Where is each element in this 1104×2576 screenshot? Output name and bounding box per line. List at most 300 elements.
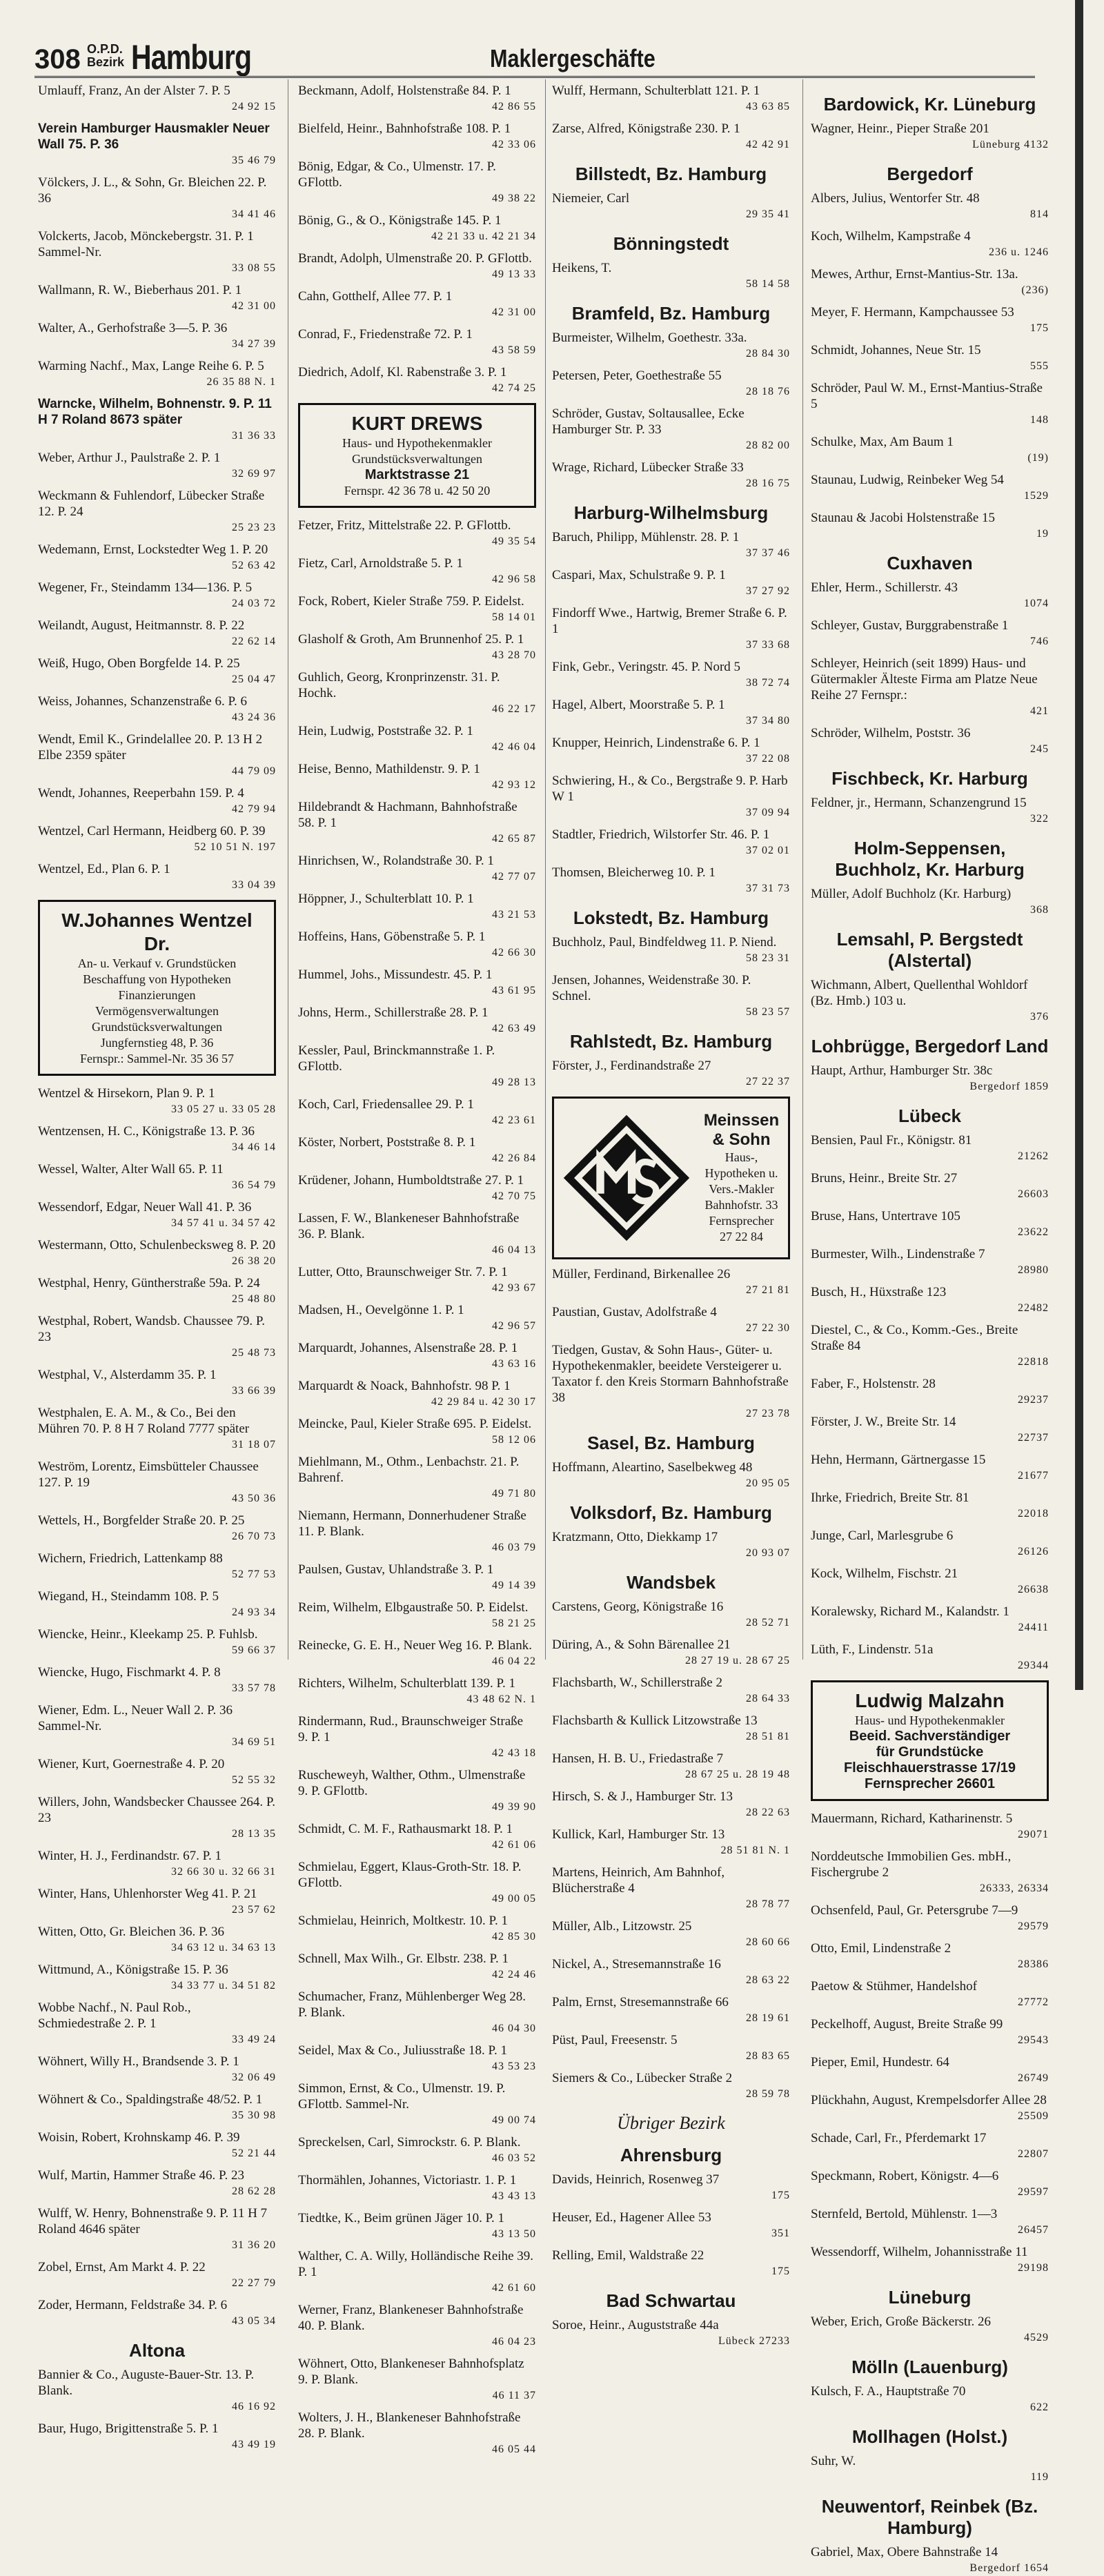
entry-name: Winter, Hans, Uhlenhorster Weg 41. P. 21 bbox=[38, 1887, 257, 1901]
phone-number: 34 41 46 bbox=[232, 208, 276, 220]
phone-number: 20 95 05 bbox=[746, 1477, 790, 1489]
list-item bbox=[298, 288, 536, 320]
entry-name: Hinrichsen, W., Rolandstraße 30. P. 1 bbox=[298, 854, 494, 868]
heading-billstedt: Billstedt, Bz. Hamburg bbox=[575, 164, 767, 184]
entry-name: Schmielau, Heinrich, Moltkestr. 10. P. 1 bbox=[298, 1914, 508, 1928]
list-item bbox=[38, 1459, 276, 1506]
entry-name: Schnell, Max Wilh., Gr. Elbstr. 238. P. 1 bbox=[298, 1951, 509, 1966]
phone-number: 22482 bbox=[1018, 1302, 1049, 1314]
list-item bbox=[298, 2081, 536, 2128]
phone-number: 43 63 16 bbox=[492, 1358, 536, 1370]
list-item bbox=[811, 1528, 1049, 1560]
list-item bbox=[298, 1416, 536, 1448]
heading-wandsbek: Wandsbek bbox=[626, 1572, 716, 1593]
entry-name: Westermann, Otto, Schulenbecksweg 8. P. 20 bbox=[38, 1238, 276, 1252]
ad-lines bbox=[308, 435, 526, 467]
list-item bbox=[38, 2054, 276, 2085]
list-item bbox=[38, 861, 276, 893]
entry-list bbox=[552, 1529, 790, 1561]
list-item bbox=[298, 1600, 536, 1631]
phone-number: 42 42 91 bbox=[746, 139, 790, 150]
entry-name: Marquardt & Noack, Bahnhofstr. 98 P. 1 bbox=[298, 1379, 511, 1393]
list-item bbox=[552, 972, 790, 1020]
entry-name: Heikens, T. bbox=[552, 261, 612, 275]
entry-name: Gabriel, Max, Obere Bahnstraße 14 bbox=[811, 2545, 998, 2559]
phone-number: 322 bbox=[1030, 813, 1049, 825]
entry-name: Hansen, H. B. U., Friedastraße 7 bbox=[552, 1751, 724, 1766]
list-item bbox=[811, 2314, 1049, 2346]
ad-lines bbox=[821, 1713, 1038, 1729]
phone-number: 21262 bbox=[1018, 1150, 1049, 1162]
entry-name: Schmielau, Eggert, Klaus-Groth-Str. 18. P. GFlottb. bbox=[298, 1860, 522, 1890]
phone-number: 49 39 90 bbox=[492, 1801, 536, 1813]
entry-name: Staunau & Jacobi Holstenstraße 15 bbox=[811, 511, 996, 525]
entry-name: Wentzel, Ed., Plan 6. P. 1 bbox=[38, 862, 170, 876]
list-item bbox=[298, 853, 536, 885]
ad-line: Bahnhofstr. 33 bbox=[704, 1198, 778, 1212]
entry-name: Ochsenfeld, Paul, Gr. Petersgrube 7—9 bbox=[811, 1903, 1018, 1918]
entry-name: Bönig, G., & O., Königstraße 145. P. 1 bbox=[298, 213, 502, 228]
list-item bbox=[38, 1702, 276, 1750]
ad-title-1: Meinssen bbox=[703, 1111, 780, 1130]
list-item bbox=[552, 2210, 790, 2241]
phone-number: 28 51 81 N. 1 bbox=[720, 1845, 790, 1856]
list-item bbox=[552, 2032, 790, 2064]
heading-mollhagen: Mollhagen (Holst.) bbox=[851, 2426, 1008, 2447]
ad-lines bbox=[702, 1150, 781, 1245]
phone-number: 42 85 30 bbox=[492, 1931, 536, 1943]
list-item bbox=[298, 2210, 536, 2242]
ad-line: Fernsprecher bbox=[709, 1214, 774, 1228]
heading-sasel: Sasel, Bz. Hamburg bbox=[587, 1433, 755, 1453]
list-item bbox=[298, 2172, 536, 2204]
list-item bbox=[38, 1513, 276, 1544]
phone-number: 119 bbox=[1030, 2471, 1049, 2483]
ad-title: KURT DREWS bbox=[351, 413, 483, 434]
list-item bbox=[552, 121, 790, 153]
phone-number: 59 66 37 bbox=[232, 1644, 276, 1656]
heading-harburg: Harburg-Wilhelmsburg bbox=[573, 502, 769, 523]
phone-number: 21677 bbox=[1018, 1470, 1049, 1482]
entry-name: Schröder, Gustav, Soltausallee, Ecke Hamburger Str. P. 33 bbox=[552, 406, 745, 437]
list-item bbox=[811, 886, 1049, 918]
entry-name: Schulke, Max, Am Baum 1 bbox=[811, 435, 954, 449]
entry-name: Richters, Wilhelm, Schulterblatt 139. P. 1 bbox=[298, 1676, 515, 1691]
entry-list bbox=[811, 121, 1049, 153]
phone-number: 29237 bbox=[1018, 1394, 1049, 1406]
entry-list bbox=[811, 886, 1049, 918]
entry-list bbox=[811, 2383, 1049, 2415]
entry-name: Fink, Gebr., Veringstr. 45. P. Nord 5 bbox=[552, 660, 741, 674]
entry-name: Wulff, Hermann, Schulterblatt 121. P. 1 bbox=[552, 83, 760, 98]
phone-number: 46 04 23 bbox=[492, 2336, 536, 2348]
list-item bbox=[298, 1508, 536, 1555]
entry-name: Koch, Carl, Friedensallee 29. P. 1 bbox=[298, 1097, 474, 1112]
ad-line: Haus-, Hypotheken u. bbox=[704, 1150, 778, 1180]
phone-number: 28 52 71 bbox=[746, 1617, 790, 1629]
phone-number: 43 13 50 bbox=[492, 2228, 536, 2240]
entry-name: Jensen, Johannes, Weidenstraße 30. P. Schnel. bbox=[552, 973, 751, 1003]
phone-number: 24 93 34 bbox=[232, 1606, 276, 1618]
list-item bbox=[552, 2070, 790, 2102]
list-item bbox=[298, 1043, 536, 1090]
entry-name: Förster, J. W., Breite Str. 14 bbox=[811, 1415, 956, 1429]
column-4 bbox=[811, 83, 1049, 2574]
phone-number: 22018 bbox=[1018, 1508, 1049, 1520]
column-1 bbox=[38, 83, 276, 2450]
phone-number: 32 66 30 u. 32 66 31 bbox=[171, 1866, 276, 1878]
ad-line: Fleischhauerstrasse 17/19 bbox=[843, 1760, 1016, 1776]
list-item bbox=[38, 1664, 276, 1696]
list-item bbox=[38, 1962, 276, 1994]
phone-number: 26 70 73 bbox=[232, 1531, 276, 1542]
entry-name: Wiencke, Hugo, Fischmarkt 4. P. 8 bbox=[38, 1665, 221, 1680]
phone-number: 42 66 30 bbox=[492, 947, 536, 958]
list-item bbox=[38, 1589, 276, 1620]
entry-name: Kullick, Karl, Hamburger Str. 13 bbox=[552, 1827, 725, 1842]
list-item bbox=[38, 1161, 276, 1193]
entry-name: Wöhnert & Co., Spaldingstraße 48/52. P. 1 bbox=[38, 2092, 263, 2107]
list-item bbox=[298, 1913, 536, 1945]
entry-name: Förster, J., Ferdinandstraße 27 bbox=[552, 1059, 711, 1073]
list-item bbox=[811, 190, 1049, 222]
phone-number: 43 58 59 bbox=[492, 344, 536, 356]
heading-bonningstedt: Bönningstedt bbox=[613, 233, 729, 254]
ad-meinssen bbox=[552, 1097, 790, 1259]
entry-name: Lüth, F., Lindenstr. 51a bbox=[811, 1642, 934, 1657]
entry-name: Mauermann, Richard, Katharinenstr. 5 bbox=[811, 1811, 1013, 1826]
entry-list bbox=[552, 1058, 790, 1090]
phone-number: 28 63 22 bbox=[746, 1974, 790, 1986]
heading-molln: Mölln (Lauenburg) bbox=[851, 2357, 1008, 2377]
list-item bbox=[298, 1264, 536, 1296]
list-item bbox=[552, 605, 790, 653]
phone-number: 29 35 41 bbox=[746, 208, 790, 220]
page-edge bbox=[1075, 0, 1083, 1690]
ad-line: Fernspr.: Sammel-Nr. 35 36 57 bbox=[80, 1052, 234, 1065]
list-item bbox=[552, 1865, 790, 1912]
phone-number: 42 96 57 bbox=[492, 1320, 536, 1332]
list-item bbox=[552, 2248, 790, 2279]
list-item bbox=[811, 510, 1049, 542]
phone-number: 28386 bbox=[1018, 1958, 1049, 1970]
phone-number: 28 59 78 bbox=[746, 2088, 790, 2100]
list-item bbox=[38, 542, 276, 573]
list-item bbox=[552, 1266, 790, 1298]
entry-list bbox=[811, 2453, 1049, 2485]
heading-lokstedt: Lokstedt, Bz. Hamburg bbox=[573, 907, 769, 928]
list-item bbox=[38, 2259, 276, 2291]
entry-name: Fock, Robert, Kieler Straße 759. P. Eidelst. bbox=[298, 594, 524, 609]
heading-lubeck: Lübeck bbox=[898, 1105, 962, 1126]
entry-name: Cahn, Gotthelf, Allee 77. P. 1 bbox=[298, 289, 453, 304]
phone-number: 27 23 78 bbox=[746, 1408, 790, 1419]
entry-name: Schröder, Wilhelm, Poststr. 36 bbox=[811, 726, 971, 740]
list-item bbox=[38, 1886, 276, 1918]
list-item bbox=[811, 342, 1049, 374]
heading-neuwentorf: Neuwentorf, Reinbek (Bz. Hamburg) bbox=[821, 2496, 1038, 2538]
phone-number: 33 66 39 bbox=[232, 1385, 276, 1397]
list-item bbox=[552, 1918, 790, 1950]
entry-name: Winter, H. J., Ferdinandstr. 67. P. 1 bbox=[38, 1849, 222, 1863]
phone-number: 46 05 44 bbox=[492, 2444, 536, 2455]
list-item bbox=[38, 1405, 276, 1453]
phone-number: 52 77 53 bbox=[232, 1569, 276, 1580]
entry-name: Thormählen, Johannes, Victoriastr. 1. P. 1 bbox=[298, 2173, 517, 2187]
heading-luneburg: Lüneburg bbox=[888, 2287, 972, 2308]
entry-name: Wedemann, Ernst, Lockstedter Weg 1. P. 20 bbox=[38, 542, 268, 557]
phone-number: 34 33 77 u. 34 51 82 bbox=[171, 1980, 276, 1992]
phone-number: 25 48 80 bbox=[232, 1293, 276, 1305]
phone-number: 37 09 94 bbox=[746, 807, 790, 818]
heading-fischbeck: Fischbeck, Kr. Harburg bbox=[831, 768, 1028, 789]
entry-name: Paulsen, Gustav, Uhlandstraße 3. P. 1 bbox=[298, 1562, 494, 1577]
phone-number: 46 03 52 bbox=[492, 2152, 536, 2164]
list-item bbox=[298, 929, 536, 961]
list-item bbox=[38, 2092, 276, 2123]
list-item bbox=[811, 2244, 1049, 2276]
phone-number: 43 24 36 bbox=[232, 711, 276, 723]
list-item bbox=[298, 1767, 536, 1815]
phone-number: 23622 bbox=[1018, 1226, 1049, 1238]
entry-name: Schleyer, Gustav, Burggrabenstraße 1 bbox=[811, 618, 1009, 633]
entry-name: Ehler, Herm., Schillerstr. 43 bbox=[811, 580, 958, 595]
list-item bbox=[298, 1675, 536, 1707]
list-item bbox=[552, 1713, 790, 1744]
entry-name: Krüdener, Johann, Humboldtstraße 27. P. 1 bbox=[298, 1173, 524, 1188]
list-item bbox=[552, 1751, 790, 1782]
list-item bbox=[38, 1626, 276, 1658]
list-item bbox=[298, 555, 536, 587]
list-item bbox=[38, 121, 276, 168]
entry-name: Reim, Wilhelm, Elbgaustraße 50. P. Eidelst. bbox=[298, 1600, 529, 1615]
list-item bbox=[811, 1902, 1049, 1934]
entry-name: Glasholf & Groth, Am Brunnenhof 25. P. 1 bbox=[298, 632, 524, 647]
entry-name: Siemers & Co., Lübecker Straße 2 bbox=[552, 2071, 733, 2085]
ad-phone: Fernspr. 42 36 78 u. 42 50 20 bbox=[344, 484, 491, 498]
entry-name: Zarse, Alfred, Königstraße 230. P. 1 bbox=[552, 121, 740, 136]
phone-number: 49 14 39 bbox=[492, 1580, 536, 1591]
list-item bbox=[298, 1821, 536, 1853]
entry-name: Tiedtke, K., Beim grünen Jäger 10. P. 1 bbox=[298, 2211, 505, 2225]
entry-name: Caspari, Max, Schulstraße 9. P. 1 bbox=[552, 568, 726, 582]
list-item bbox=[811, 618, 1049, 649]
phone-number: 46 16 92 bbox=[232, 2401, 276, 2412]
ad-kurt-drews bbox=[298, 403, 536, 508]
entry-name: Hehn, Hermann, Gärtnergasse 15 bbox=[811, 1453, 986, 1467]
entry-name: Niemeier, Carl bbox=[552, 191, 630, 206]
column-2 bbox=[298, 83, 536, 2455]
entry-name: Wallmann, R. W., Bieberhaus 201. P. 1 bbox=[38, 283, 242, 297]
phone-number: 43 21 53 bbox=[492, 909, 536, 921]
entry-name: Findorff Wwe., Hartwig, Bremer Straße 6. P. 1 bbox=[552, 606, 787, 636]
list-item bbox=[811, 2168, 1049, 2200]
entry-name: Wobbe Nachf., N. Paul Rob., Schmiedestraße 2. P. 1 bbox=[38, 2000, 191, 2031]
entry-name: Püst, Paul, Freesenstr. 5 bbox=[552, 2033, 678, 2047]
entry-list bbox=[298, 83, 536, 396]
phone-number: 42 33 06 bbox=[492, 139, 536, 150]
entry-name: Wendt, Johannes, Reeperbahn 159. P. 4 bbox=[38, 786, 244, 800]
list-item bbox=[38, 1085, 276, 1117]
phone-number: 52 55 32 bbox=[232, 1774, 276, 1786]
list-item bbox=[552, 1827, 790, 1858]
phone-number: 24 03 72 bbox=[232, 598, 276, 609]
list-item bbox=[811, 380, 1049, 428]
entry-name: Westphalen, E. A. M., & Co., Bei den Mühren 70. P. 8 H 7 Roland 7777 später bbox=[38, 1406, 250, 1436]
phone-number: 24411 bbox=[1018, 1622, 1049, 1633]
heading-rahlstedt: Rahlstedt, Bz. Hamburg bbox=[569, 1031, 773, 1052]
entry-list bbox=[811, 190, 1049, 542]
entry-name: Diestel, C., & Co., Komm.-Ges., Breite Straße 84 bbox=[811, 1323, 1018, 1353]
phone-number: 814 bbox=[1030, 208, 1049, 220]
phone-number: 29579 bbox=[1018, 1920, 1049, 1932]
phone-number: 376 bbox=[1030, 1011, 1049, 1023]
entry-list bbox=[552, 260, 790, 292]
list-item bbox=[811, 434, 1049, 466]
ad-line: Beschaffung von Hypotheken bbox=[83, 972, 231, 986]
phone-number: 746 bbox=[1030, 636, 1049, 647]
entry-name: Bensien, Paul Fr., Königstr. 81 bbox=[811, 1133, 972, 1148]
entry-name: Weström, Lorentz, Eimsbütteler Chaussee 127. P. 19 bbox=[38, 1459, 259, 1490]
entry-name: Baruch, Philipp, Mühlenstr. 28. P. 1 bbox=[552, 530, 740, 544]
phone-number: 28 82 00 bbox=[746, 440, 790, 451]
entry-list bbox=[811, 2314, 1049, 2346]
entry-name: Wöhnert, Willy H., Brandsende 3. P. 1 bbox=[38, 2054, 239, 2069]
list-item bbox=[298, 2248, 536, 2296]
entry-name: Carstens, Georg, Königstraße 16 bbox=[552, 1600, 724, 1614]
entry-list bbox=[552, 190, 790, 222]
entry-name: Düring, A., & Sohn Bärenallee 21 bbox=[552, 1638, 731, 1652]
list-item bbox=[38, 1924, 276, 1956]
entry-list bbox=[811, 580, 1049, 757]
entry-name: Knupper, Heinrich, Lindenstraße 6. P. 1 bbox=[552, 736, 760, 750]
entry-name: Weiß, Hugo, Oben Borgfelde 14. P. 25 bbox=[38, 656, 240, 671]
phone-number: 43 63 85 bbox=[746, 101, 790, 112]
entry-list bbox=[552, 529, 790, 896]
phone-number: 26638 bbox=[1018, 1584, 1049, 1595]
list-item bbox=[552, 934, 790, 966]
entry-name: Madsen, H., Oevelgönne 1. P. 1 bbox=[298, 1303, 464, 1317]
entry-name: Paustian, Gustav, Adolfstraße 4 bbox=[552, 1305, 717, 1319]
list-item bbox=[552, 865, 790, 896]
phone-number: 46 22 17 bbox=[492, 703, 536, 715]
list-item bbox=[811, 1322, 1049, 1370]
list-item bbox=[552, 460, 790, 491]
entry-list bbox=[552, 1599, 790, 2102]
phone-number: 22807 bbox=[1018, 2148, 1049, 2160]
phone-number: 29198 bbox=[1018, 2262, 1049, 2274]
entry-name: Wentzensen, H. C., Königstraße 13. P. 36 bbox=[38, 1124, 255, 1139]
phone-number: 175 bbox=[771, 2265, 790, 2277]
phone-number: 175 bbox=[1030, 322, 1049, 334]
list-item bbox=[552, 1459, 790, 1491]
phone-number: 42 63 49 bbox=[492, 1023, 536, 1034]
entry-name: Kock, Wilhelm, Fischstr. 21 bbox=[811, 1566, 958, 1581]
list-item bbox=[38, 2167, 276, 2199]
list-item bbox=[552, 1675, 790, 1707]
opd-label: O.P.D. bbox=[87, 42, 123, 56]
phone-number: 25 23 23 bbox=[232, 522, 276, 533]
entry-name: Koralewsky, Richard M., Kalandstr. 1 bbox=[811, 1604, 1009, 1619]
entry-name: Schröder, Paul W. M., Ernst-Mantius-Straße 5 bbox=[811, 381, 1043, 411]
list-item bbox=[38, 1275, 276, 1307]
phone-number: Bergedorf 1859 bbox=[969, 1081, 1049, 1092]
column-3 bbox=[552, 83, 790, 2347]
phone-number: 555 bbox=[1030, 360, 1049, 372]
entry-name: Busch, H., Hüxstraße 123 bbox=[811, 1285, 947, 1299]
list-item bbox=[811, 304, 1049, 336]
entry-name: Bönig, Edgar, & Co., Ulmenstr. 17. P. GFlottb. bbox=[298, 159, 496, 190]
list-item bbox=[298, 1210, 536, 1258]
ad-street: Marktstrasse 21 bbox=[364, 467, 470, 482]
list-item bbox=[298, 593, 536, 625]
phone-number: 28 62 28 bbox=[232, 2185, 276, 2197]
list-item bbox=[38, 694, 276, 725]
entry-name: Wichmann, Albert, Quellenthal Wohldorf (Bz. Hmb.) 103 u. bbox=[811, 978, 1028, 1008]
entry-name: Ruscheweyh, Walther, Othm., Ulmenstraße 9. P. GFlottb. bbox=[298, 1768, 526, 1798]
list-item bbox=[298, 2043, 536, 2074]
entry-name: Wöhnert, Otto, Blankeneser Bahnhofsplatz 9. P. Blank. bbox=[298, 2357, 524, 2387]
entry-list bbox=[552, 2317, 790, 2349]
entry-name: Woisin, Robert, Krohnskamp 46. P. 39 bbox=[38, 2130, 240, 2145]
entry-name: Stadtler, Friedrich, Wilstorfer Str. 46. P. 1 bbox=[552, 827, 770, 842]
list-item bbox=[38, 1794, 276, 1842]
entry-name: Niemann, Hermann, Donnerhudener Straße 11. P. Blank. bbox=[298, 1508, 526, 1539]
phone-number: 42 74 25 bbox=[492, 382, 536, 394]
ad-wentzel bbox=[38, 900, 276, 1076]
list-item bbox=[298, 121, 536, 153]
heading-lohbrugge: Lohbrügge, Bergedorf Land bbox=[811, 1036, 1049, 1056]
list-item bbox=[298, 1302, 536, 1334]
phone-number: 42 77 07 bbox=[492, 871, 536, 883]
phone-number: 236 u. 1246 bbox=[989, 246, 1049, 258]
ad-lines bbox=[821, 1729, 1038, 1792]
entry-name: Walter, A., Gerhofstraße 3—5. P. 36 bbox=[38, 321, 228, 335]
phone-number: 49 35 54 bbox=[492, 535, 536, 547]
list-item bbox=[298, 1340, 536, 1372]
list-item bbox=[38, 282, 276, 314]
entry-name: Burmester, Wilh., Lindenstraße 7 bbox=[811, 1247, 985, 1261]
phone-number: 622 bbox=[1030, 2401, 1049, 2413]
list-item bbox=[811, 2130, 1049, 2162]
phone-number: 4529 bbox=[1024, 2332, 1049, 2343]
phone-number: 52 21 44 bbox=[232, 2147, 276, 2159]
page-header bbox=[34, 35, 1035, 78]
phone-number: 42 79 94 bbox=[232, 803, 276, 815]
phone-number: 58 12 06 bbox=[492, 1434, 536, 1446]
city-title: Hamburg bbox=[131, 38, 252, 77]
phone-number: 42 93 67 bbox=[492, 1282, 536, 1294]
phone-number: 25 48 73 bbox=[232, 1347, 276, 1359]
phone-number: 29597 bbox=[1018, 2186, 1049, 2198]
heading-ahrensburg: Ahrensburg bbox=[620, 2145, 722, 2165]
list-item bbox=[38, 228, 276, 276]
list-item bbox=[298, 1713, 536, 1761]
column-divider bbox=[802, 79, 803, 1660]
entry-name: Pieper, Emil, Hundestr. 64 bbox=[811, 2055, 949, 2069]
list-item bbox=[298, 723, 536, 755]
entry-name: Flachsbarth, W., Schillerstraße 2 bbox=[552, 1675, 722, 1690]
entry-name: Suhr, W. bbox=[811, 2454, 856, 2468]
list-item bbox=[38, 2297, 276, 2329]
heading-bardowick: Bardowick, Kr. Lüneburg bbox=[823, 94, 1036, 115]
phone-number: 31 36 33 bbox=[232, 430, 276, 442]
entry-list bbox=[811, 1132, 1049, 1673]
phone-number: 34 57 41 u. 34 57 42 bbox=[171, 1217, 276, 1229]
phone-number: 37 34 80 bbox=[746, 715, 790, 727]
list-item bbox=[38, 450, 276, 482]
phone-number: 1529 bbox=[1024, 490, 1049, 502]
